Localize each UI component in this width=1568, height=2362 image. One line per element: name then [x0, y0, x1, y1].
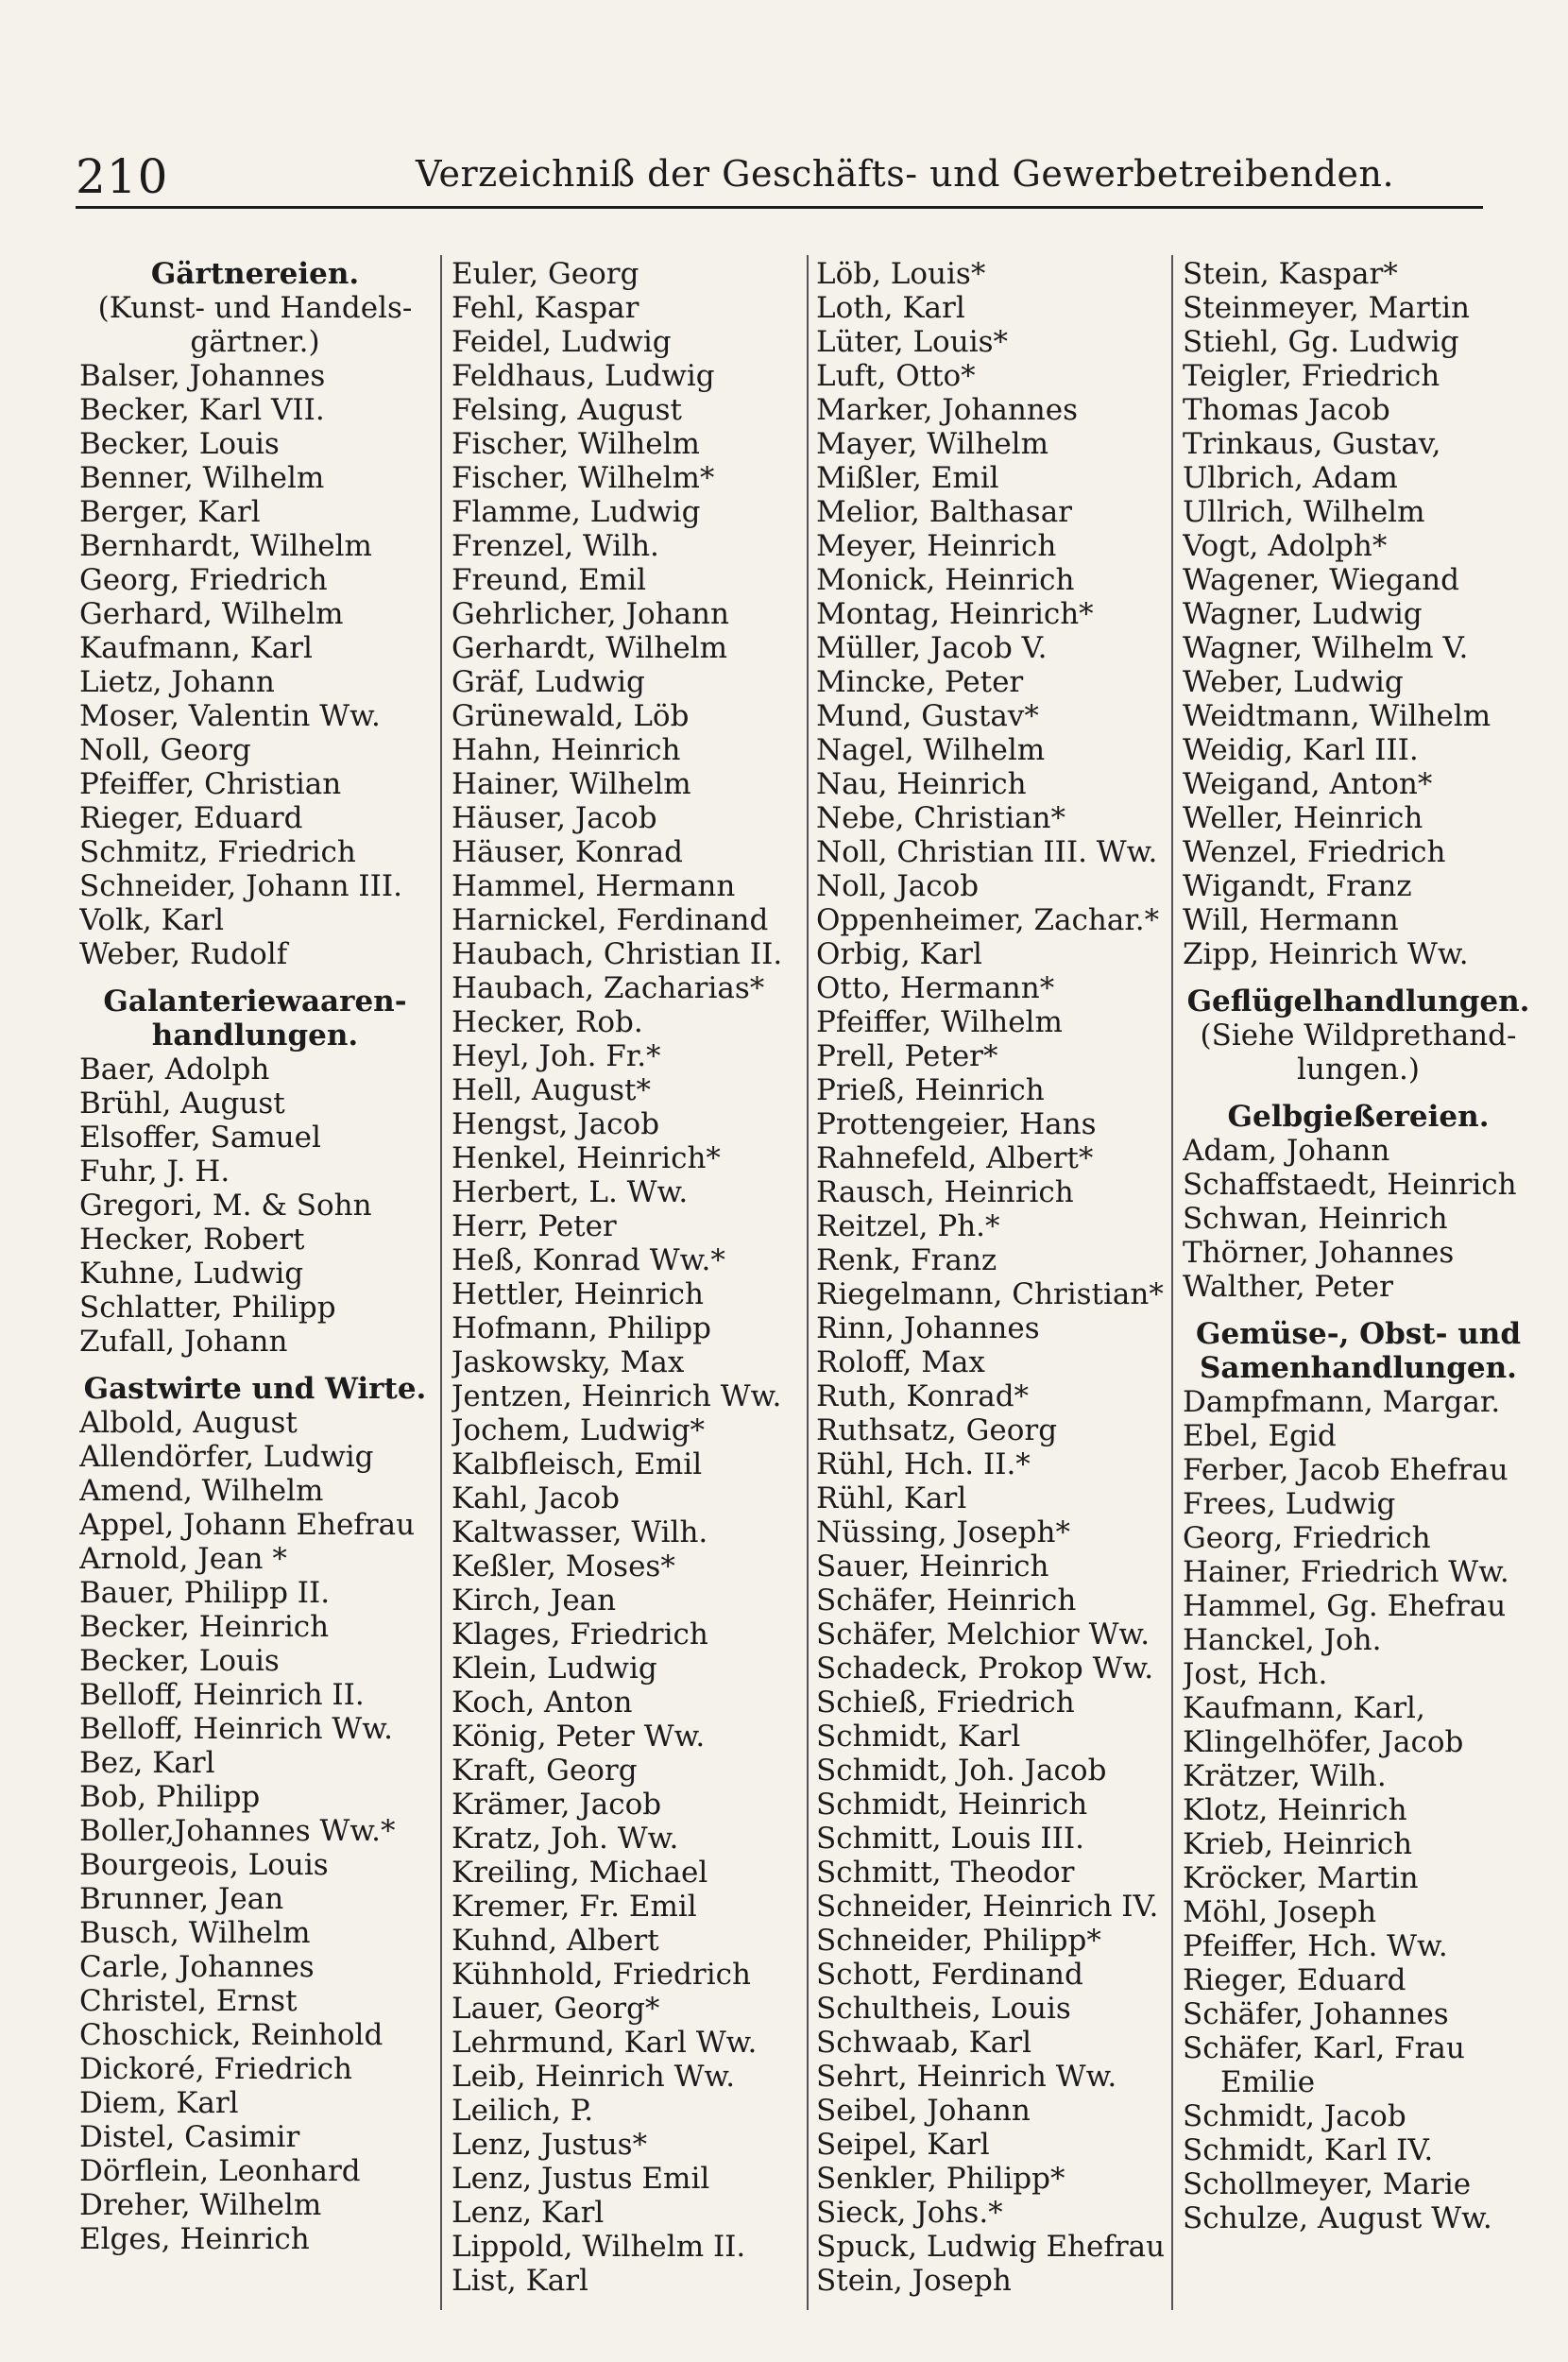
directory-entry: Mayer, Wilhelm — [816, 427, 1048, 461]
directory-entry: Hettler, Heinrich — [452, 1277, 704, 1311]
column-divider — [1171, 255, 1173, 2310]
directory-entry: Pfeiffer, Christian — [79, 767, 342, 801]
directory-entry: Schäfer, Johannes — [1183, 1997, 1449, 2031]
directory-entry: Hammel, Hermann — [452, 869, 736, 903]
directory-entry: Schmidt, Joh. Jacob — [816, 1754, 1107, 1788]
section-heading: Gelbgießereien. — [1227, 1100, 1490, 1134]
directory-entry: Wigandt, Franz — [1183, 869, 1412, 903]
directory-entry: Frees, Ludwig — [1183, 1487, 1396, 1521]
directory-entry: Gerhard, Wilhelm — [79, 597, 344, 631]
directory-entry: Schmitz, Friedrich — [79, 835, 356, 869]
directory-entry: Kühnhold, Friedrich — [452, 1958, 751, 1992]
directory-entry: Feidel, Ludwig — [452, 325, 672, 359]
directory-entry: Rühl, Karl — [816, 1481, 967, 1515]
directory-entry: Weber, Rudolf — [79, 937, 288, 971]
directory-entry: Rühl, Hch. II.* — [816, 1447, 1031, 1481]
directory-section — [79, 971, 431, 1359]
directory-entry: Jaskowsky, Max — [452, 1345, 685, 1379]
directory-entry: Schmidt, Heinrich — [816, 1788, 1088, 1822]
directory-entry: Becker, Louis — [79, 427, 280, 461]
directory-entry: Fehl, Kaspar — [452, 291, 639, 325]
directory-entry: Weidtmann, Wilhelm — [1183, 699, 1491, 733]
directory-entry: Krätzer, Wilh. — [1183, 1759, 1387, 1793]
directory-entry: Belloff, Heinrich Ww. — [79, 1712, 393, 1746]
directory-entry: Heß, Konrad Ww.* — [452, 1243, 725, 1277]
directory-entry: Meyer, Heinrich — [816, 529, 1057, 563]
directory-entry: Wenzel, Friedrich — [1183, 835, 1446, 869]
directory-entry: Sauer, Heinrich — [816, 1549, 1049, 1583]
running-head: Verzeichniß der Geschäfts- und Gewerbetreibenden. — [416, 153, 1395, 195]
directory-entry: Hofmann, Philipp — [452, 1311, 711, 1345]
directory-entry: Schneider, Philipp* — [816, 1924, 1101, 1958]
directory-entry: Schmitt, Louis III. — [816, 1822, 1084, 1856]
directory-entry: Bez, Karl — [79, 1746, 215, 1780]
directory-section — [1183, 1087, 1534, 1304]
directory-entry: Mincke, Peter — [816, 665, 1024, 699]
directory-entry: Moser, Valentin Ww. — [79, 699, 381, 733]
directory-entry: Mißler, Emil — [816, 461, 999, 495]
directory-entry: Hengst, Jacob — [452, 1107, 660, 1141]
directory-entry: Benner, Wilhelm — [79, 461, 325, 495]
directory-entry: Brühl, August — [79, 1087, 285, 1121]
directory-entry: Becker, Louis — [79, 1644, 280, 1678]
directory-entry: Dreher, Wilhelm — [79, 2188, 322, 2222]
directory-entry: Lauer, Georg* — [452, 1992, 660, 2026]
directory-entry: Spuck, Ludwig Ehefrau — [816, 2230, 1166, 2264]
directory-entry: Häuser, Jacob — [452, 801, 657, 835]
section-note: (Siehe Wildprethand- — [1200, 1018, 1517, 1053]
directory-entry: Stiehl, Gg. Ludwig — [1183, 325, 1459, 359]
directory-entry: Flamme, Ludwig — [452, 495, 701, 529]
directory-entry: Lenz, Karl — [452, 2196, 605, 2230]
directory-entry: Schneider, Heinrich IV. — [816, 1890, 1159, 1924]
directory-entry: List, Karl — [452, 2264, 588, 2298]
directory-entry: Nagel, Wilhelm — [816, 733, 1046, 767]
directory-entry: Haubach, Christian II. — [452, 937, 783, 971]
directory-entry: Rieger, Eduard — [79, 801, 303, 835]
directory-section — [79, 257, 431, 971]
directory-entry: Choschick, Reinhold — [79, 2018, 383, 2052]
section-note: lungen.) — [1297, 1053, 1420, 1087]
directory-entry: Hecker, Rob. — [452, 1005, 643, 1039]
directory-entry: Klotz, Heinrich — [1183, 1793, 1407, 1827]
directory-entry: Grünewald, Löb — [452, 699, 690, 733]
directory-entry: Fischer, Wilhelm* — [452, 461, 715, 495]
directory-entry: Christel, Ernst — [79, 1984, 298, 2018]
directory-entry: Georg, Friedrich — [79, 563, 328, 597]
directory-entry: Pfeiffer, Hch. Ww. — [1183, 1929, 1448, 1963]
directory-entry: Noll, Christian III. Ww. — [816, 835, 1158, 869]
directory-entry: Elges, Heinrich — [79, 2222, 310, 2256]
directory-entry: Lenz, Justus Emil — [452, 2162, 710, 2196]
directory-entry: Ullrich, Wilhelm — [1183, 495, 1425, 529]
section-heading: Gastwirte und Wirte. — [83, 1372, 427, 1406]
directory-entry: Bauer, Philipp II. — [79, 1576, 331, 1610]
section-heading: Gärtnereien. — [150, 257, 360, 291]
directory-entry: Dörflein, Leonhard — [79, 2154, 361, 2188]
directory-entry: Herbert, L. Ww. — [452, 1175, 689, 1209]
directory-entry: Möhl, Joseph — [1183, 1895, 1377, 1929]
directory-entry: Kröcker, Martin — [1183, 1861, 1419, 1895]
directory-entry: Keßler, Moses* — [452, 1549, 675, 1583]
directory-entry: Kaufmann, Karl — [79, 631, 313, 665]
directory-entry: Schott, Ferdinand — [816, 1958, 1083, 1992]
directory-entry: Nebe, Christian* — [816, 801, 1066, 835]
directory-entry: Amend, Wilhelm — [79, 1474, 324, 1508]
directory-entry: Lehrmund, Karl Ww. — [452, 2026, 758, 2060]
directory-entry: Nau, Heinrich — [816, 767, 1027, 801]
directory-entry: Becker, Heinrich — [79, 1610, 330, 1644]
directory-entry: Allendörfer, Ludwig — [79, 1440, 374, 1474]
header-rule — [76, 206, 1483, 209]
directory-entry: Heyl, Joh. Fr.* — [452, 1039, 661, 1073]
directory-entry: Carle, Johannes — [79, 1950, 315, 1984]
directory-entry: Baer, Adolph — [79, 1053, 270, 1087]
directory-entry: Gehrlicher, Johann — [452, 597, 729, 631]
directory-entry: Reitzel, Ph.* — [816, 1209, 1000, 1243]
directory-entry: Hanckel, Joh. — [1183, 1623, 1382, 1657]
directory-entry: Hainer, Friedrich Ww. — [1183, 1555, 1509, 1589]
directory-entry: Kreiling, Michael — [452, 1856, 708, 1890]
directory-entry: Wagner, Ludwig — [1183, 597, 1423, 631]
directory-entry: Herr, Peter — [452, 1209, 617, 1243]
directory-entry: Klingelhöfer, Jacob — [1183, 1725, 1464, 1759]
section-heading: Samenhandlungen. — [1200, 1351, 1517, 1385]
directory-entry: Kalbfleisch, Emil — [452, 1447, 703, 1481]
column-4 — [1183, 257, 1534, 2298]
directory-entry: Freund, Emil — [452, 563, 647, 597]
directory-entry: Orbig, Karl — [816, 937, 982, 971]
directory-entry: Thörner, Johannes — [1183, 1236, 1455, 1270]
directory-entry: Kahl, Jacob — [452, 1481, 621, 1515]
directory-entry: Marker, Johannes — [816, 393, 1079, 427]
column-divider — [440, 255, 442, 2310]
directory-entry: Jochem, Ludwig* — [452, 1413, 706, 1447]
directory-entry: Riegelmann, Christian* — [816, 1277, 1164, 1311]
directory-entry: Rahnefeld, Albert* — [816, 1141, 1094, 1175]
directory-entry: Schäfer, Melchior Ww. — [816, 1617, 1150, 1652]
directory-section — [1183, 257, 1534, 971]
directory-entry: Dampfmann, Margar. — [1183, 1385, 1501, 1419]
directory-entry: Müller, Jacob V. — [816, 631, 1048, 665]
directory-entry: Kratz, Joh. Ww. — [452, 1822, 679, 1856]
directory-entry: Gräf, Ludwig — [452, 665, 645, 699]
directory-entry: Ferber, Jacob Ehefrau — [1183, 1453, 1508, 1487]
directory-entry: Hahn, Heinrich — [452, 733, 681, 767]
directory-entry: Schmidt, Karl IV. — [1183, 2133, 1434, 2167]
directory-entry: Klein, Ludwig — [452, 1652, 657, 1686]
directory-entry: Rieger, Eduard — [1183, 1963, 1406, 1997]
directory-entry: Schäfer, Heinrich — [816, 1583, 1077, 1617]
section-note: gärtner.) — [190, 325, 320, 359]
directory-entry: Weigand, Anton* — [1183, 767, 1433, 801]
directory-entry: Lietz, Johann — [79, 665, 275, 699]
directory-entry: Georg, Friedrich — [1183, 1521, 1431, 1555]
directory-entry: Ebel, Egid — [1183, 1419, 1337, 1453]
directory-entry: Schlatter, Philipp — [79, 1291, 336, 1325]
directory-entry: Melior, Balthasar — [816, 495, 1072, 529]
directory-entry: Prell, Peter* — [816, 1039, 998, 1073]
directory-entry: Weidig, Karl III. — [1183, 733, 1419, 767]
directory-entry: Jost, Hch. — [1183, 1657, 1328, 1691]
directory-entry: Bourgeois, Louis — [79, 1848, 329, 1882]
directory-entry: Steinmeyer, Martin — [1183, 291, 1471, 325]
directory-entry: Berger, Karl — [79, 495, 261, 529]
directory-entry: Montag, Heinrich* — [816, 597, 1094, 631]
directory-entry: Hammel, Gg. Ehefrau — [1183, 1589, 1507, 1623]
directory-entry: Emilie — [1220, 2065, 1316, 2099]
directory-section — [1183, 1304, 1534, 2235]
directory-entry: Ruth, Konrad* — [816, 1379, 1030, 1413]
directory-entry: Kirch, Jean — [452, 1583, 617, 1617]
directory-entry: Balser, Johannes — [79, 359, 326, 393]
directory-entry: Loth, Karl — [816, 291, 965, 325]
directory-entry: Distel, Casimir — [79, 2120, 300, 2154]
section-heading: Galanteriewaaren- — [103, 984, 407, 1018]
directory-entry: Schaffstaedt, Heinrich — [1183, 1168, 1517, 1202]
directory-entry: Schwan, Heinrich — [1183, 1202, 1448, 1236]
directory-section — [452, 257, 803, 2298]
directory-entry: Lüter, Louis* — [816, 325, 1009, 359]
column-3 — [816, 257, 1167, 2298]
directory-entry: Haubach, Zacharias* — [452, 971, 765, 1005]
directory-entry: Thomas Jacob — [1183, 393, 1390, 427]
directory-entry: Krämer, Jacob — [452, 1788, 662, 1822]
directory-entry: Euler, Georg — [452, 257, 639, 291]
section-heading: Gemüse-, Obst- und — [1195, 1317, 1522, 1351]
directory-entry: König, Peter Ww. — [452, 1720, 706, 1754]
section-heading: handlungen. — [151, 1018, 359, 1053]
directory-entry: Weller, Heinrich — [1183, 801, 1423, 835]
directory-entry: Teigler, Friedrich — [1183, 359, 1440, 393]
directory-entry: Becker, Karl VII. — [79, 393, 325, 427]
directory-entry: Sehrt, Heinrich Ww. — [816, 2060, 1117, 2094]
directory-entry: Wagener, Wiegand — [1183, 563, 1459, 597]
directory-entry: Appel, Johann Ehefrau — [79, 1508, 416, 1542]
directory-section — [79, 1359, 431, 2256]
directory-entry: Dickoré, Friedrich — [79, 2052, 352, 2086]
directory-entry: Trinkaus, Gustav, — [1183, 427, 1441, 461]
directory-entry: Gregori, M. & Sohn — [79, 1189, 372, 1223]
directory-entry: Schmitt, Theodor — [816, 1856, 1075, 1890]
directory-entry: Bob, Philipp — [79, 1780, 261, 1814]
directory-entry: Schneider, Johann III. — [79, 869, 403, 903]
directory-entry: Schmidt, Karl — [816, 1720, 1021, 1754]
directory-entry: Renk, Franz — [816, 1243, 997, 1277]
directory-entry: Busch, Wilhelm — [79, 1916, 311, 1950]
directory-entry: Boller,Johannes Ww.* — [79, 1814, 396, 1848]
directory-entry: Monick, Heinrich — [816, 563, 1075, 597]
directory-entry: Häuser, Konrad — [452, 835, 683, 869]
directory-entry: Leilich, P. — [452, 2094, 594, 2128]
directory-entry: Leib, Heinrich Ww. — [452, 2060, 736, 2094]
directory-entry: Noll, Georg — [79, 733, 251, 767]
directory-entry: Schwaab, Karl — [816, 2026, 1031, 2060]
directory-entry: Arnold, Jean * — [79, 1542, 287, 1576]
directory-section — [1183, 971, 1534, 1087]
section-note: (Kunst- und Handels- — [97, 291, 413, 325]
directory-entry: Seibel, Johann — [816, 2094, 1031, 2128]
column-1 — [79, 257, 431, 2298]
directory-entry: Rausch, Heinrich — [816, 1175, 1074, 1209]
directory-entry: Weber, Ludwig — [1183, 665, 1404, 699]
directory-entry: Stein, Joseph — [816, 2264, 1012, 2298]
directory-entry: Mund, Gustav* — [816, 699, 1039, 733]
directory-entry: Schultheis, Louis — [816, 1992, 1071, 2026]
directory-entry: Nüssing, Joseph* — [816, 1515, 1070, 1549]
directory-entry: Kaltwasser, Wilh. — [452, 1515, 708, 1549]
directory-entry: Schadeck, Prokop Ww. — [816, 1652, 1154, 1686]
directory-entry: Schollmeyer, Marie — [1183, 2167, 1472, 2201]
directory-entry: Koch, Anton — [452, 1686, 633, 1720]
directory-entry: Feldhaus, Ludwig — [452, 359, 715, 393]
directory-entry: Prottengeier, Hans — [816, 1107, 1097, 1141]
directory-entry: Henkel, Heinrich* — [452, 1141, 721, 1175]
directory-entry: Elsoffer, Samuel — [79, 1121, 321, 1155]
directory-section — [816, 257, 1167, 2298]
directory-entry: Volk, Karl — [79, 903, 224, 937]
directory-entry: Vogt, Adolph* — [1183, 529, 1388, 563]
directory-entry: Adam, Johann — [1183, 1134, 1390, 1168]
directory-entry: Bernhardt, Wilhelm — [79, 529, 372, 563]
directory-entry: Noll, Jacob — [816, 869, 980, 903]
directory-entry: Sieck, Johs.* — [816, 2196, 1003, 2230]
directory-entry: Fischer, Wilhelm — [452, 427, 700, 461]
directory-entry: Kaufmann, Karl, — [1183, 1691, 1425, 1725]
directory-entry: Schäfer, Karl, Frau — [1183, 2031, 1465, 2065]
directory-entry: Klages, Friedrich — [452, 1617, 708, 1652]
directory-entry: Schmidt, Jacob — [1183, 2099, 1406, 2133]
directory-entry: Schieß, Friedrich — [816, 1686, 1075, 1720]
directory-entry: Kremer, Fr. Emil — [452, 1890, 697, 1924]
directory-entry: Belloff, Heinrich II. — [79, 1678, 365, 1712]
directory-entry: Rinn, Johannes — [816, 1311, 1040, 1345]
directory-entry: Harnickel, Ferdinand — [452, 903, 769, 937]
directory-entry: Stein, Kaspar* — [1183, 257, 1398, 291]
directory-entry: Hainer, Wilhelm — [452, 767, 691, 801]
directory-entry: Lenz, Justus* — [452, 2128, 648, 2162]
directory-entry: Prieß, Heinrich — [816, 1073, 1045, 1107]
directory-entry: Walther, Peter — [1183, 1270, 1393, 1304]
column-2 — [452, 257, 803, 2298]
directory-entry: Will, Hermann — [1183, 903, 1399, 937]
directory-entry: Kuhnd, Albert — [452, 1924, 659, 1958]
directory-entry: Felsing, August — [452, 393, 682, 427]
directory-entry: Zipp, Heinrich Ww. — [1183, 937, 1469, 971]
directory-entry: Kraft, Georg — [452, 1754, 638, 1788]
directory-entry: Hecker, Robert — [79, 1223, 305, 1257]
directory-entry: Oppenheimer, Zachar.* — [816, 903, 1160, 937]
directory-entry: Schulze, August Ww. — [1183, 2201, 1492, 2235]
directory-entry: Diem, Karl — [79, 2086, 239, 2120]
section-heading: Geflügelhandlungen. — [1186, 984, 1530, 1018]
directory-entry: Seipel, Karl — [816, 2128, 990, 2162]
directory-entry: Ulbrich, Adam — [1183, 461, 1398, 495]
directory-entry: Krieb, Heinrich — [1183, 1827, 1413, 1861]
directory-entry: Jentzen, Heinrich Ww. — [452, 1379, 782, 1413]
directory-entry: Gerhardt, Wilhelm — [452, 631, 727, 665]
column-divider — [807, 255, 809, 2310]
directory-entry: Otto, Hermann* — [816, 971, 1055, 1005]
directory-entry: Kuhne, Ludwig — [79, 1257, 304, 1291]
directory-entry: Löb, Louis* — [816, 257, 986, 291]
directory-entry: Senkler, Philipp* — [816, 2162, 1065, 2196]
directory-entry: Luft, Otto* — [816, 359, 976, 393]
directory-entry: Wagner, Wilhelm V. — [1183, 631, 1469, 665]
directory-entry: Hell, August* — [452, 1073, 651, 1107]
directory-entry: Frenzel, Wilh. — [452, 529, 659, 563]
directory-entry: Brunner, Jean — [79, 1882, 284, 1916]
directory-entry: Fuhr, J. H. — [79, 1155, 230, 1189]
directory-entry: Zufall, Johann — [79, 1325, 288, 1359]
directory-entry: Ruthsatz, Georg — [816, 1413, 1058, 1447]
directory-entry: Pfeiffer, Wilhelm — [816, 1005, 1063, 1039]
directory-entry: Roloff, Max — [816, 1345, 985, 1379]
page-number: 210 — [76, 149, 169, 204]
directory-entry: Lippold, Wilhelm II. — [452, 2230, 746, 2264]
directory-entry: Albold, August — [79, 1406, 298, 1440]
